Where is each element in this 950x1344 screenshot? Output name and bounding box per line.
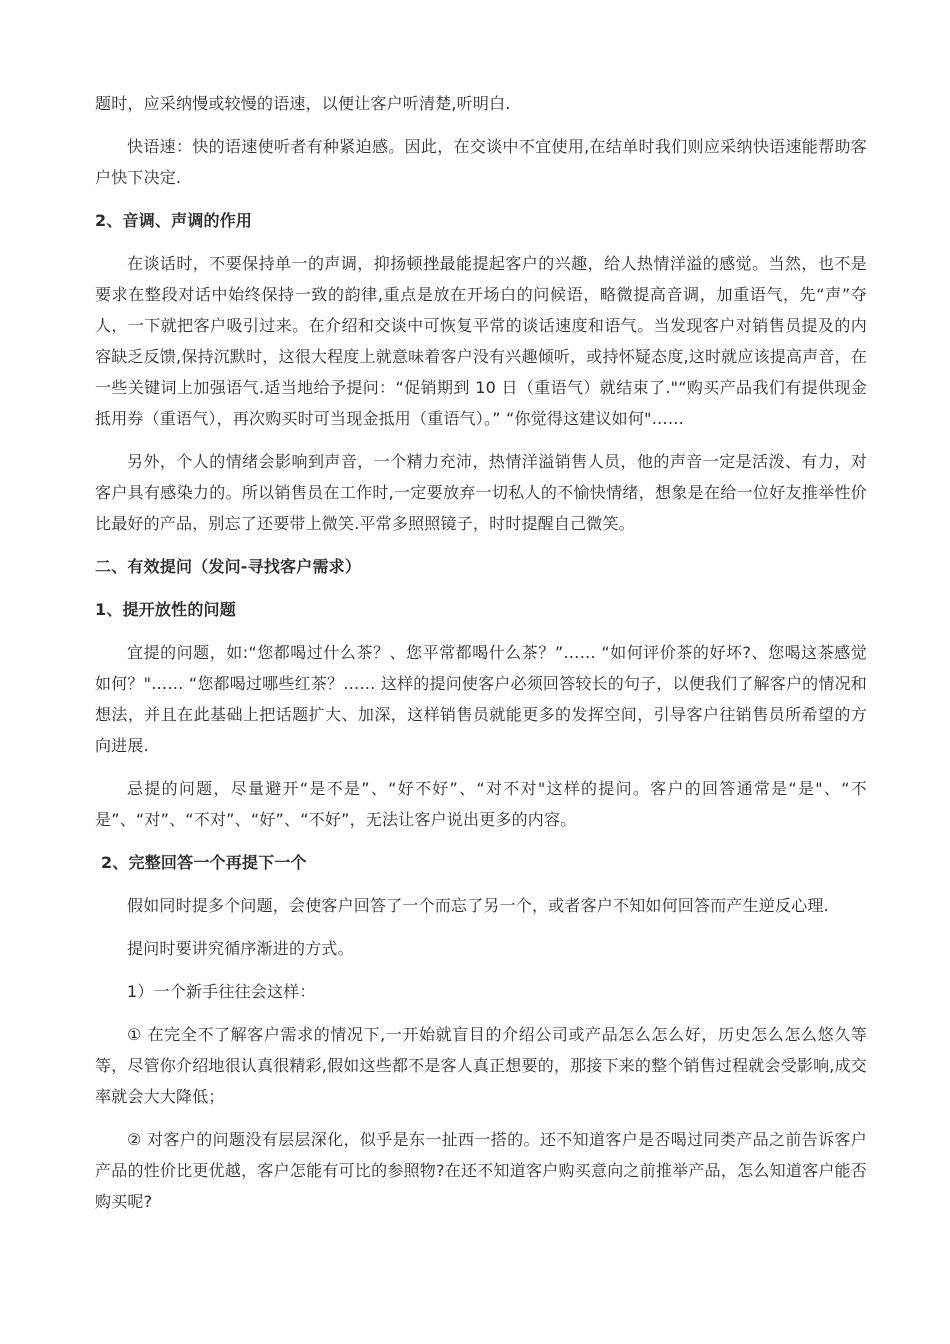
heading-answer-one-at-a-time: 2、完整回答一个再提下一个	[101, 853, 307, 872]
paragraph-avoid-questions: 忌提的问题，尽量避开“是不是”、“好不好”、“对不对"这样的提问。客户的回答通常是“是"、“不是”、“对”、“不对”、“好”、“不好”，无法让客户说出更多的内容。	[95, 779, 867, 829]
paragraph-fast-speech: 快语速：快的语速使听者有种紧迫感。因此，在交谈中不宜使用,在结单时我们则应采纳快语速能帮助客户快下决定.	[95, 137, 867, 187]
paragraph-recommended-questions: 宜提的问题，如:“您都喝过什么茶？、您平常都喝什么茶？”…… “如何评价茶的好坏?、您喝这茶感觉如何？"…… “您都喝过哪些红茶？…… 这样的提问使客户必须回答较长的句子，以便我们了解客户的情况和想法，并且在此基础上把话题扩大、加深，这样销售员就能更多的发挥空间，引导客户往销售员所希望的方向进展.	[95, 643, 867, 755]
paragraph-emotion-voice: 另外，个人的情绪会影响到声音，一个精力充沛，热情洋溢销售人员，他的声音一定是活泼、有力，对客户具有感染力的。所以销售员在工作时,一定要放弃一切私人的不愉快情绪，想象是在给一位好友推举性价比最好的产品，别忘了还要带上微笑.平常多照照镜子，时时提醒自己微笑。	[95, 452, 867, 533]
paragraph-point-two: ② 对客户的问题没有层层深化，似乎是东一扯西一搭的。还不知道客户是否喝过同类产品之前告诉客户产品的性价比更优越，客户怎能有可比的参照物?在还不知道客户购买意向之前推举产品，怎么知道客户能否购买呢?	[95, 1130, 867, 1211]
paragraph-tone-variation: 在谈话时，不要保持单一的声调，抑扬顿挫最能提起客户的兴趣，给人热情洋溢的感觉。当然，也不是要求在整段对话中始终保持一致的韵律,重点是放在开场白的问候语，略微提高音调，加重语气，先“声”夺人，一下就把客户吸引过来。在介绍和交谈中可恢复平常的谈话速度和语气。当发现客户对销售员提及的内容缺乏反馈,保持沉默时，这很大程度上就意味着客户没有兴趣倾听，或持怀疑态度,这时就应该提高声音，在一些关键词上加强语气.适当地给予提问：“促销期到 10 日（重语气）就结束了."“购买产品我们有提供现金抵用券（重语气），再次购买时可当现金抵用（重语气）。” “你觉得这建议如何"……	[95, 254, 867, 428]
heading-tone-function: 2、音调、声调的作用	[95, 211, 253, 230]
document-page	[95, 88, 867, 1229]
heading-open-questions: 1、提开放性的问题	[95, 600, 236, 619]
paragraph-novice-intro: 1）一个新手往往会这样：	[127, 982, 316, 1001]
paragraph-multiple-questions: 假如同时提多个问题，会使客户回答了一个而忘了另一个，或者客户不知如何回答而产生逆反心理.	[127, 896, 829, 915]
heading-effective-questions: 二、有效提问（发问-寻找客户需求）	[95, 557, 362, 576]
paragraph-step-by-step: 提问时要讲究循序渐进的方式。	[127, 939, 354, 958]
paragraph-point-one: ① 在完全不了解客户需求的情况下,一开始就盲目的介绍公司或产品怎么怎么好，历史怎么怎么悠久等等，尽管你介绍地很认真很精彩,假如这些都不是客人真正想要的，那接下来的整个销售过程就会受影响,成交率就会大大降低；	[95, 1025, 867, 1106]
paragraph-speech-slow-end: 题时，应采纳慢或较慢的语速，以便让客户听清楚,听明白.	[95, 94, 511, 113]
